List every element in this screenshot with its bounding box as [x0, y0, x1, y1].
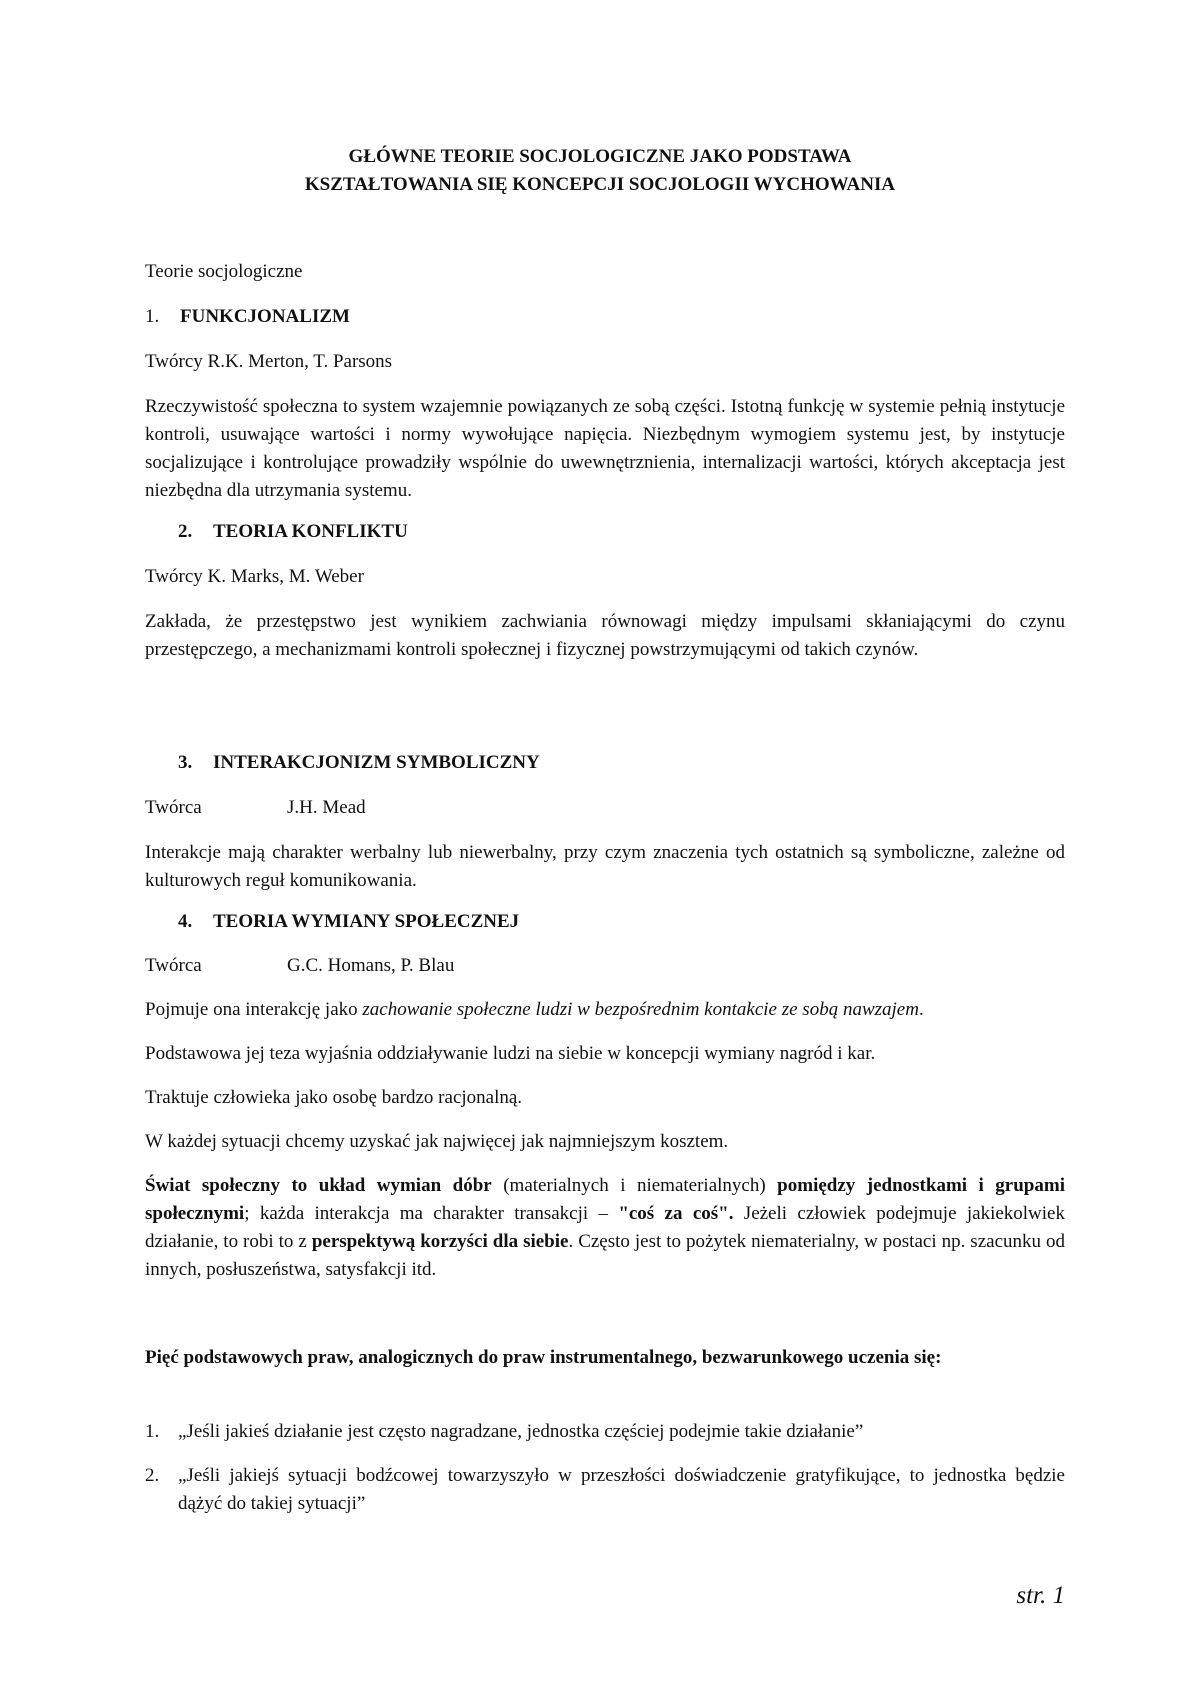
law-item-1-number: 1. — [145, 1421, 160, 1442]
document-title-line-2: KSZTAŁTOWANIA SIĘ KONCEPCJI SOCJOLOGII WYCHOWANIA — [304, 174, 896, 195]
section-4-p1-end: . — [918, 999, 924, 1020]
section-2-creators-label: Twórcy — [145, 566, 203, 587]
section-3-creators-label: Twórca — [145, 797, 202, 818]
p5-bold-3: "coś za coś". — [618, 1203, 734, 1224]
section-4-heading — [178, 908, 1065, 936]
section-3-heading — [178, 749, 1065, 777]
section-4-creators-names: G.C. Homans, P. Blau — [287, 955, 455, 976]
law-item-1 — [145, 1418, 1065, 1446]
laws-heading: Pięć podstawowych praw, analogicznych do praw instrumentalnego, bezwarunkowego uczenia się: — [145, 1347, 942, 1368]
section-2-paragraph: Zakłada, że przestępstwo jest wynikiem zachwiania równowagi między impulsami skłaniającymi do czynu przestępczego, a mechanizmami kontroli społecznej i fizycznej powstrzymującymi od takich czynów. — [145, 611, 1065, 660]
p5-text-3: Jeżeli człowiek podejmuje jakiekolwiek działanie, to robi to z — [145, 1203, 1065, 1252]
p5-text-4: . Często jest to pożytek niematerialny, w postaci np. szacunku od innych, posłuszeństwa, satysfakcji itd. — [145, 1231, 1065, 1280]
p5-text-2: ; każda interakcja ma charakter transakcji – — [244, 1203, 619, 1224]
section-3-creators-names: J.H. Mead — [287, 797, 366, 818]
section-4-p1-text: Pojmuje ona interakcję jako — [145, 999, 363, 1020]
p5-bold-1: Świat społeczny to układ wymian dóbr — [145, 1175, 492, 1196]
law-item-2-number: 2. — [145, 1465, 160, 1486]
section-4-creators — [145, 952, 1065, 980]
section-1-number: 1. — [145, 306, 160, 327]
document-title-line-1: GŁÓWNE TEORIE SOCJOLOGICZNE JAKO PODSTAWA — [348, 146, 852, 167]
section-4-paragraph-1 — [145, 996, 1065, 1024]
intro-text: Teorie socjologiczne — [145, 261, 303, 282]
section-3-paragraph: Interakcje mają charakter werbalny lub niewerbalny, przy czym znaczenia tych ostatnich są symboliczne, zależne od kulturowych reguł komunikowania. — [145, 842, 1065, 891]
page-number: str. 1 — [1016, 1582, 1065, 1609]
p5-bold-4: perspektywą korzyści dla siebie — [311, 1231, 569, 1252]
section-4-creators-label: Twórca — [145, 955, 202, 976]
section-2-title: TEORIA KONFLIKTU — [213, 521, 408, 542]
section-3-number: 3. — [178, 752, 193, 773]
section-1-paragraph: Rzeczywistość społeczna to system wzajemnie powiązanych ze sobą części. Istotną funkcję w systemie pełnią instytucje kontroli, usuwające wartości i normy wywołujące napięcia. Niezbędnym wymogiem systemu jest, by instytucje socjalizujące i kontrolujące prowadziły wspólnie do uwewnętrznienia, internalizacji wartości, których akceptacja jest niezbędna dla utrzymania systemu. — [145, 396, 1065, 501]
section-4-p1-italic: zachowanie społeczne ludzi w bezpośrednim kontakcie ze sobą nawzajem — [362, 999, 919, 1020]
law-item-2 — [145, 1462, 1065, 1518]
section-2-number: 2. — [178, 521, 193, 542]
section-4-paragraph-5 — [145, 1172, 1065, 1284]
section-1-creators-names: R.K. Merton, T. Parsons — [207, 351, 393, 372]
section-4-title: TEORIA WYMIANY SPOŁECZNEJ — [213, 911, 520, 932]
section-2-creators — [145, 563, 1065, 591]
section-4-paragraph-3: Traktuje człowieka jako osobę bardzo racjonalną. — [145, 1087, 523, 1108]
section-3-creators — [145, 794, 1065, 822]
p5-text-1: (materialnych i niematerialnych) — [491, 1175, 778, 1196]
section-4-paragraph-2: Podstawowa jej teza wyjaśnia oddziaływanie ludzi na siebie w koncepcji wymiany nagród i kar. — [145, 1043, 876, 1064]
section-1-title: FUNKCJONALIZM — [180, 306, 350, 327]
section-1-creators-label: Twórcy — [145, 351, 203, 372]
p5-bold-2: pomiędzy jednostkami i grupami społecznymi — [145, 1175, 1065, 1224]
section-2-heading — [178, 518, 1065, 546]
section-3-title: INTERAKCJONIZM SYMBOLICZNY — [213, 752, 540, 773]
section-1-heading — [145, 303, 1065, 331]
law-item-2-text: „Jeśli jakiejś sytuacji bodźcowej towarzyszyło w przeszłości doświadczenie gratyfikujące, to jednostka będzie dążyć do takiej sytuacji” — [178, 1465, 1065, 1514]
section-4-number: 4. — [178, 911, 193, 932]
section-1-creators — [145, 348, 1065, 376]
law-item-1-text: „Jeśli jakieś działanie jest często nagradzane, jednostka częściej podejmie takie działanie” — [178, 1421, 864, 1442]
section-2-creators-names: K. Marks, M. Weber — [207, 566, 364, 587]
section-4-paragraph-4: W każdej sytuacji chcemy uzyskać jak najwięcej jak najmniejszym kosztem. — [145, 1131, 729, 1152]
